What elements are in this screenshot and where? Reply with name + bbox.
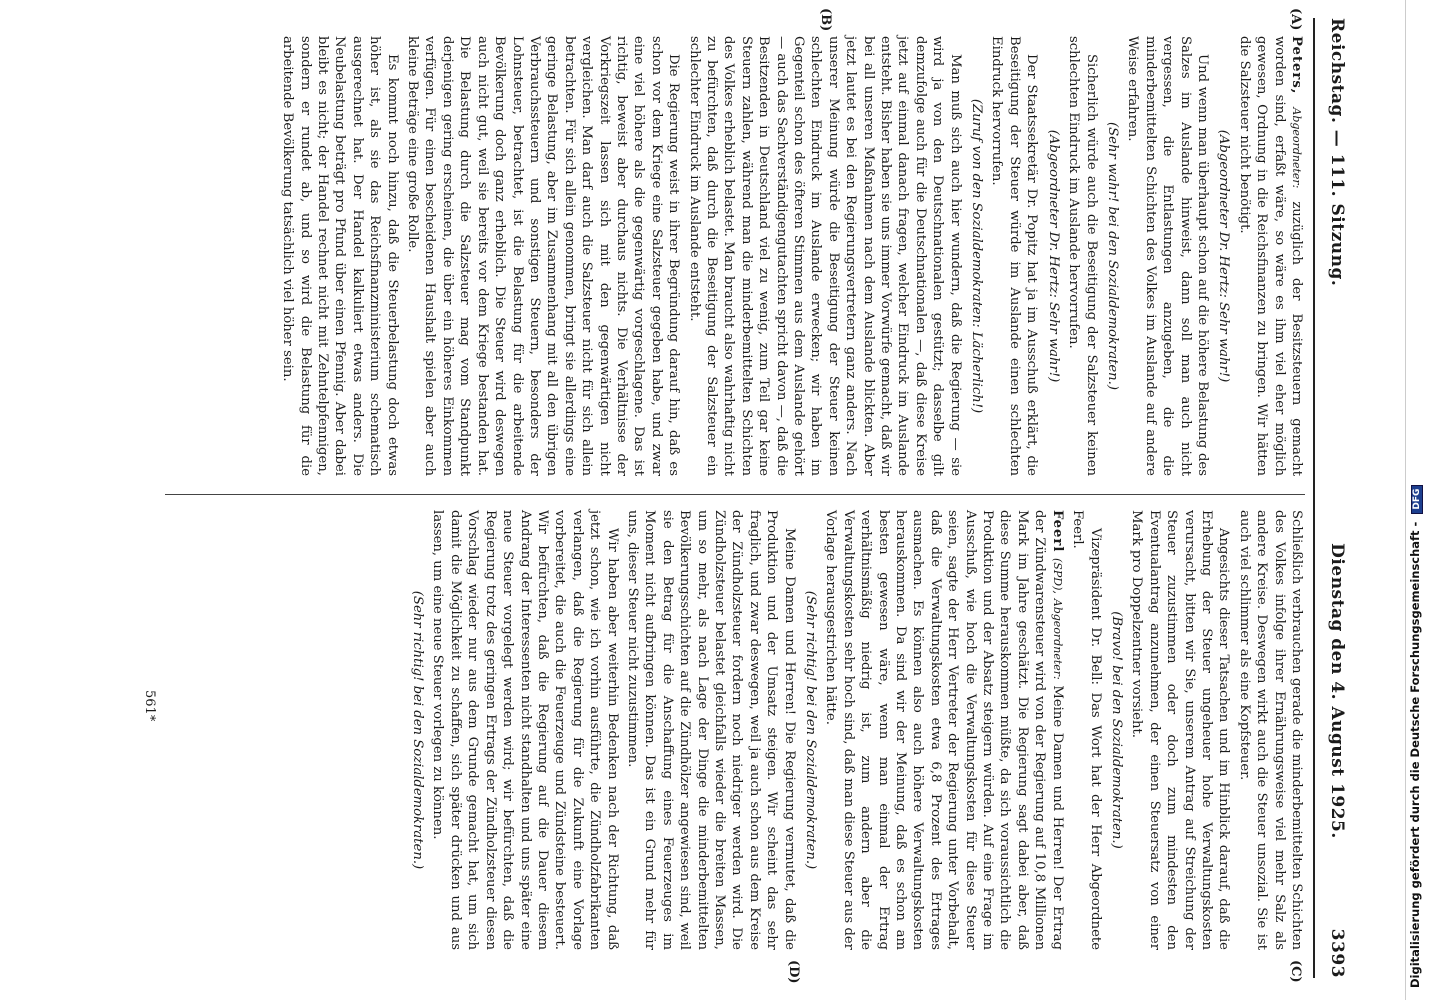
right-column xyxy=(405,510,1305,950)
right-paragraph-6: Wir haben aber weiterhin Bedenken nach der Richtung, daß jetzt schon, wie ich vorhin ausführte, die Zündholzfabrikanten verlangen, daß die Regierung für die Zukunft eine Vorlage vorbereitet, die auch die Feuerzeuge und Zündsteine besteuert. Wir befürchten, daß die Regierung auf die Dauer diesem Andrang der Interessenten nicht standhalten und uns später eine neue Steuer vorgelegt werden wird; wir befürchten, daß die Regierung trotz des geringen Ertrags der Zündholzsteuer diesen Vorschlag wieder nur aus dem Grunde gemacht hat, um sich damit die Möglichkeit zu schaffen, sich später drücken und aus lassen, um eine neue Steuer vorlegen zu können. xyxy=(430,510,620,950)
right-paragraph-1: Schließlich verbrauchen gerade die minderbemittelten Schichten des Volkes infolge ihrer Ernährungsweise viel mehr Salz als andere Kreise. Deswegen wirkt auch die Steuer unsozial. Sie ist auch viel schlimmer als eine Kopfsteuer. xyxy=(1236,510,1304,950)
interjection: (Abgeordneter Dr. Hertz: Sehr wahr!) xyxy=(1045,129,1061,383)
interjection: (Abgeordneter Dr. Hertz: Sehr wahr!) xyxy=(1216,129,1232,383)
rotated-document-page xyxy=(77,0,1357,1000)
interjection: (Sehr wahr! bei den Sozialdemokraten.) xyxy=(1104,122,1120,390)
margin-marker-c: (C) xyxy=(1288,960,1303,983)
header-title: Reichstag. — 111. Sitzung. xyxy=(1327,18,1347,287)
right-paragraph-5: Meine Damen und Herren! Die Regierung vermutet, daß die Produktion und der Umsatz steigen. Wir scheint das sehr fraglich, und zwar deswegen, weil ja auch schon aus dem Kreise der Zündholzsteuer fordern noch niedriger werden wird. Die Zündholzsteuer belastet gleichfalls wieder die breiten Massen, um so mehr, als nach Lage der Dinge die minderbemittelten Bevölkerungsschichten auf die Zündhölzer angewiesen sind, weil sie den Betrag für die Anschaffung eines Feuerzeuges im Moment nicht aufbringen können. Das ist ein Grund mehr für uns, dieser Steuer nicht zuzustimmen. xyxy=(624,510,797,950)
right-paragraph-2: Angesichts dieser Tatsachen und im Hinblick darauf, daß die Erhebung der Steuer ungeheuer hohe Verwaltungskosten verursacht, bitten wir Sie, unserem Antrag auf Streichung der Steuer zuzustimmen oder doch zum mindesten den Eventualantrag anzunehmen, der einen Steuersatz von einer Mark pro Doppelzentner vorsieht. xyxy=(1129,510,1232,950)
left-paragraph-6: Die Regierung weist in ihrer Begründung darauf hin, daß es schon vor dem Kriege eine Salzsteuer gegeben habe, und zwar eine viel höhere als die gegenwärtig vorgeschlagene. Das ist richtig, beweist aber durchaus nichts. Die Verhältnisse der Vorkriegszeit lassen sich mit den gegenwärtigen nicht vergleichen. Man darf auch die Salzsteuer nicht für sich allein betrachten. Für sich allein genommen, bringt sie allerdings eine geringe Belastung, aber im Zusammenhang mit all den übrigen Verbrauchssteuern und sonstigen Steuern, besonders der Lohnsteuer, betrachtet, ist die Belastung für die arbeitende Bevölkerung doch ganz erheblich. Die Steuer wird deswegen auch nicht gut, weil sie bereits vor dem Kriege bestanden hat. Die Belastung durch die Salzsteuer mag vom Standpunkt derjenigen gering erscheinen, die über ein höheres Einkommen verfügen. Für einen bescheidenen Haushalt spielen aber auch kleine Beträge eine große Rolle. xyxy=(405,36,682,476)
margin-marker-d: (D) xyxy=(786,960,801,984)
interjection: (Zuruf von den Sozialdemokraten: Lächerlich!) xyxy=(969,98,985,414)
left-column xyxy=(276,36,1305,476)
left-paragraph-7: Es kommt noch hinzu, daß die Steuerbelastung doch etwas höher ist, als sie das Reichsfinanzministerium schematisch ausgerechnet hat. Der Handel kalkuliert etwas anders. Die Neubelastung beträgt pro Pfund über einen Pfennig. Aber dabei bleibt es nicht; der Handel rechnet nicht mit Zehntelpfennigen, sondern er rundet ab, und so wird die Belastung für die arbeitende Bevölkerung tatsächlich viel höher sein. xyxy=(280,36,400,476)
left-paragraph-1 xyxy=(1235,36,1305,476)
digitization-text: Digitalisierung gefördert durch die Deutsche Forschungsgemeinschaft - xyxy=(1408,521,1422,988)
left-paragraph-2: Und wenn man überhaupt schon auf die höhere Belastung des Salzes im Auslande hinweist, dann soll man auch nicht vergessen, die Entlastungen anzugeben, die die minderbemittelten Schichten des Volkes im Auslande auf andere Weise erfahren. xyxy=(1125,36,1210,476)
margin-marker-b: (B) xyxy=(818,8,833,32)
right-paragraph-3: Vizepräsident Dr. Bell: Das Wort hat der Herr Abgeordnete Feerl. xyxy=(1070,510,1103,950)
margin-marker-a: (A) xyxy=(1288,8,1303,31)
paragraph-text: zuzüglich der Besitzsteuern gemacht worden sind, erfaßt wäre, so wäre es ihm viel eher möglich gewesen, Ordnung in die Reichsfinanzen zu bringen. Wir hätten die Salzsteuer nicht benötigt. xyxy=(1236,36,1304,476)
right-paragraph-4 xyxy=(822,510,1066,950)
paragraph-text: Meine Damen und Herren! Der Ertrag der Zündwarensteuer wird von der Regierung auf 10,8 Millionen Mark im Jahre geschätzt. Die Regierung sagt dabei aber, daß diese Summe herauskommen müßte, da sich voraussichtlich die Produktion und der Absatz steigern würden. Auf eine Frage im Ausschuß, wie hoch die Verwaltungskosten für diese Steuer seien, sagte der Herr Vertreter der Regierung unter Vorbehalt, daß die Verwaltungskosten etwa 6,8 Prozent des Ertrages ausmachen. Es können also auch höhere Verwaltungskosten herauskommen. Da sind wir der Meinung, daß es schon am besten gewesen wäre, wenn man einmal der Ertrag verhältnismäßig niedrig ist, zum andern aber die Verwaltungskosten sehr hoch sind, daß man diese Steuer aus der Vorlage herausgestrichen hätte. xyxy=(823,510,1065,950)
sheet-signature: 561* xyxy=(142,690,157,722)
column-divider xyxy=(165,494,1305,495)
digitization-notice xyxy=(1408,0,1423,988)
interjection: (Sehr richtig! bei den Sozialdemokraten.) xyxy=(803,590,819,870)
page-number: 3393 xyxy=(1327,928,1347,978)
speaker-role: (SPD), Abgeordneter: xyxy=(1050,558,1064,680)
dfg-logo: DFG xyxy=(1411,485,1423,514)
speaker-name: Peters, xyxy=(1289,36,1304,95)
interjection: (Sehr richtig! bei den Sozialdemokraten.) xyxy=(410,590,426,870)
header-date: Dienstag den 4. August 1925. xyxy=(1327,543,1347,839)
speaker-name: Feerl xyxy=(1049,510,1065,553)
interjection: (Bravo! bei den Sozialdemokraten.) xyxy=(1108,611,1124,849)
page-header xyxy=(1313,18,1349,978)
left-paragraph-4: Der Staatssekretär Dr. Popitz hat ja im Ausschuß erklärt, die Beseitigung der Steuer würde im Auslande einen schlechten Eindruck hervorrufen. xyxy=(989,36,1040,476)
left-paragraph-3: Sicherlich würde auch die Beseitigung der Salzsteuer keinen schlechten Eindruck im Auslande hervorrufen. xyxy=(1066,36,1099,476)
speaker-role: Abgeordneter: xyxy=(1290,107,1303,189)
left-paragraph-5: Man muß sich auch hier wundern, daß die Regierung — sie wird ja von den Deutschnationalen gestützt; dasselbe gilt demzufolge auch für die Deutschnationalen —, daß diese Kreise jetzt auf einmal danach fragen, welcher Eindruck im Auslande entsteht. Bisher haben sie uns immer Vorwürfe gemacht, daß wir bei all unseren Maßnahmen nach dem Auslande blickten. Aber jetzt lautet es bei den Regierungsvertretern ganz anders. Nach unserer Meinung würde die Beseitigung der Steuer keinen schlechten Eindruck im Auslande erwecken; wir haben im Gegenteil schon des öfteren Stimmen aus dem Auslande gehört — auch das Sachverständigengutachten spricht davon —, daß die Besitzenden in Deutschland viel zu wenig, zum Teil gar keine Steuern zahlen, während man die minderbemittelten Schichten des Volkes erheblich belastet. Man braucht also wahrhaftig nicht zu befürchten, daß durch die Beseitigung der Salzsteuer ein schlechter Eindruck im Auslande entsteht. xyxy=(686,36,963,476)
header-date-and-page xyxy=(1327,543,1347,978)
